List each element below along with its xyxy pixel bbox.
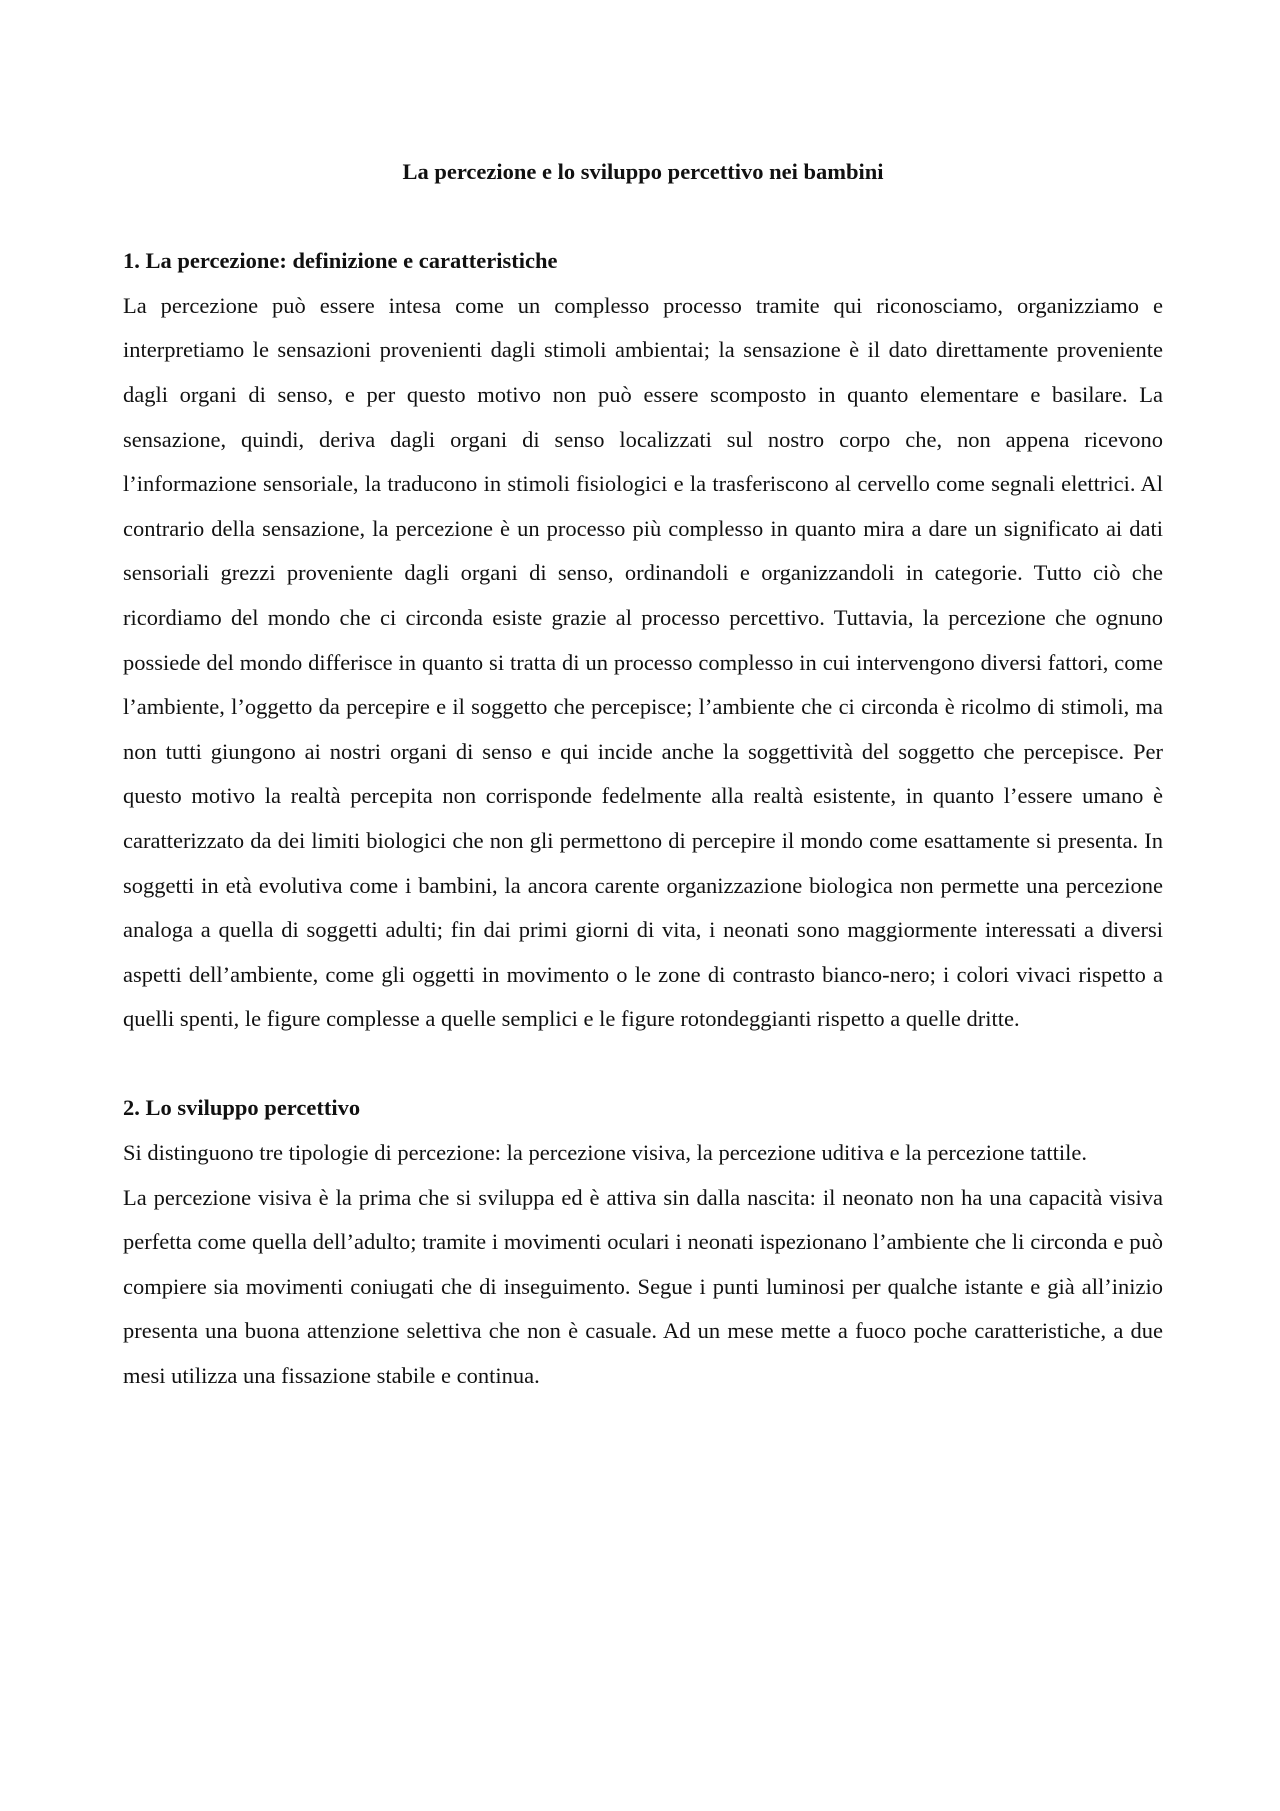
body-paragraph: La percezione può essere intesa come un complesso processo tramite qui riconosciamo, organizziamo e interpretiamo le sensazioni provenienti dagli stimoli ambientai; la sensazione è il dato direttamente proveniente dagli organi di senso, e per questo motivo non può essere scomposto in quanto elementare e basilare. La sensazione, quindi, deriva dagli organi di senso localizzati sul nostro corpo che, non appena ricevono l’informazione sensoriale, la traducono in stimoli fisiologici e la trasferiscono al cervello come segnali elettrici. Al contrario della sensazione, la percezione è un processo più complesso in quanto mira a dare un significato ai dati sensoriali grezzi proveniente dagli organi di senso, ordinandoli e organizzandoli in categorie. Tutto ciò che ricordiamo del mondo che ci circonda esiste grazie al processo percettivo. Tuttavia, la percezione che ognuno possiede del mondo differisce in quanto si tratta di un processo complesso in cui intervengono diversi fattori, come l’ambiente, l’oggetto da percepire e il soggetto che percepisce; l’ambiente che ci circonda è ricolmo di stimoli, ma non tutti giungono ai nostri organi di senso e qui incide anche la soggettività del soggetto che percepisce. Per questo motivo la realtà percepita non corrisponde fedelmente alla realtà esistente, in quanto l’essere umano è caratterizzato da dei limiti biologici che non gli permettono di percepire il mondo come esattamente si presenta. In soggetti in età evolutiva come i bambini, la ancora carente organizzazione biologica non permette una percezione analoga a quella di soggetti adulti; fin dai primi giorni di vita, i neonati sono maggiormente interessati a diversi aspetti dell’ambiente, come gli oggetti in movimento o le zone di contrasto bianco-nero; i colori vivaci rispetto a quelli spenti, le figure complesse a quelle semplici e le figure rotondeggianti rispetto a quelle dritte. (123, 292, 1163, 1032)
spacer (123, 1042, 1163, 1087)
body-paragraph: La percezione visiva è la prima che si sviluppa ed è attiva sin dalla nascita: il neonato non ha una capacità visiva perfetta come quella dell’adulto; tramite i movimenti oculari i neonati ispezionano l’ambiente che li circonda e può compiere sia movimenti coniugati che di inseguimento. Segue i punti luminosi per qualche istante e già all’inizio presenta una buona attenzione selettiva che non è casuale. Ad un mese mette a fuoco poche caratteristiche, a due mesi utilizza una fissazione stabile e continua. (123, 1184, 1163, 1389)
document-page (123, 150, 1163, 1399)
body-paragraph: Si distinguono tre tipologie di percezione: la percezione visiva, la percezione uditiva e la percezione tattile. (123, 1140, 1087, 1166)
document-title: La percezione e lo sviluppo percettivo nei bambini (402, 159, 884, 184)
section-perceptual-development (123, 1086, 1163, 1398)
section-heading: 2. Lo sviluppo percettivo (123, 1095, 361, 1121)
section-perception (123, 239, 1163, 1042)
spacer (123, 195, 1163, 240)
section-heading: 1. La percezione: definizione e caratteristiche (123, 248, 558, 274)
